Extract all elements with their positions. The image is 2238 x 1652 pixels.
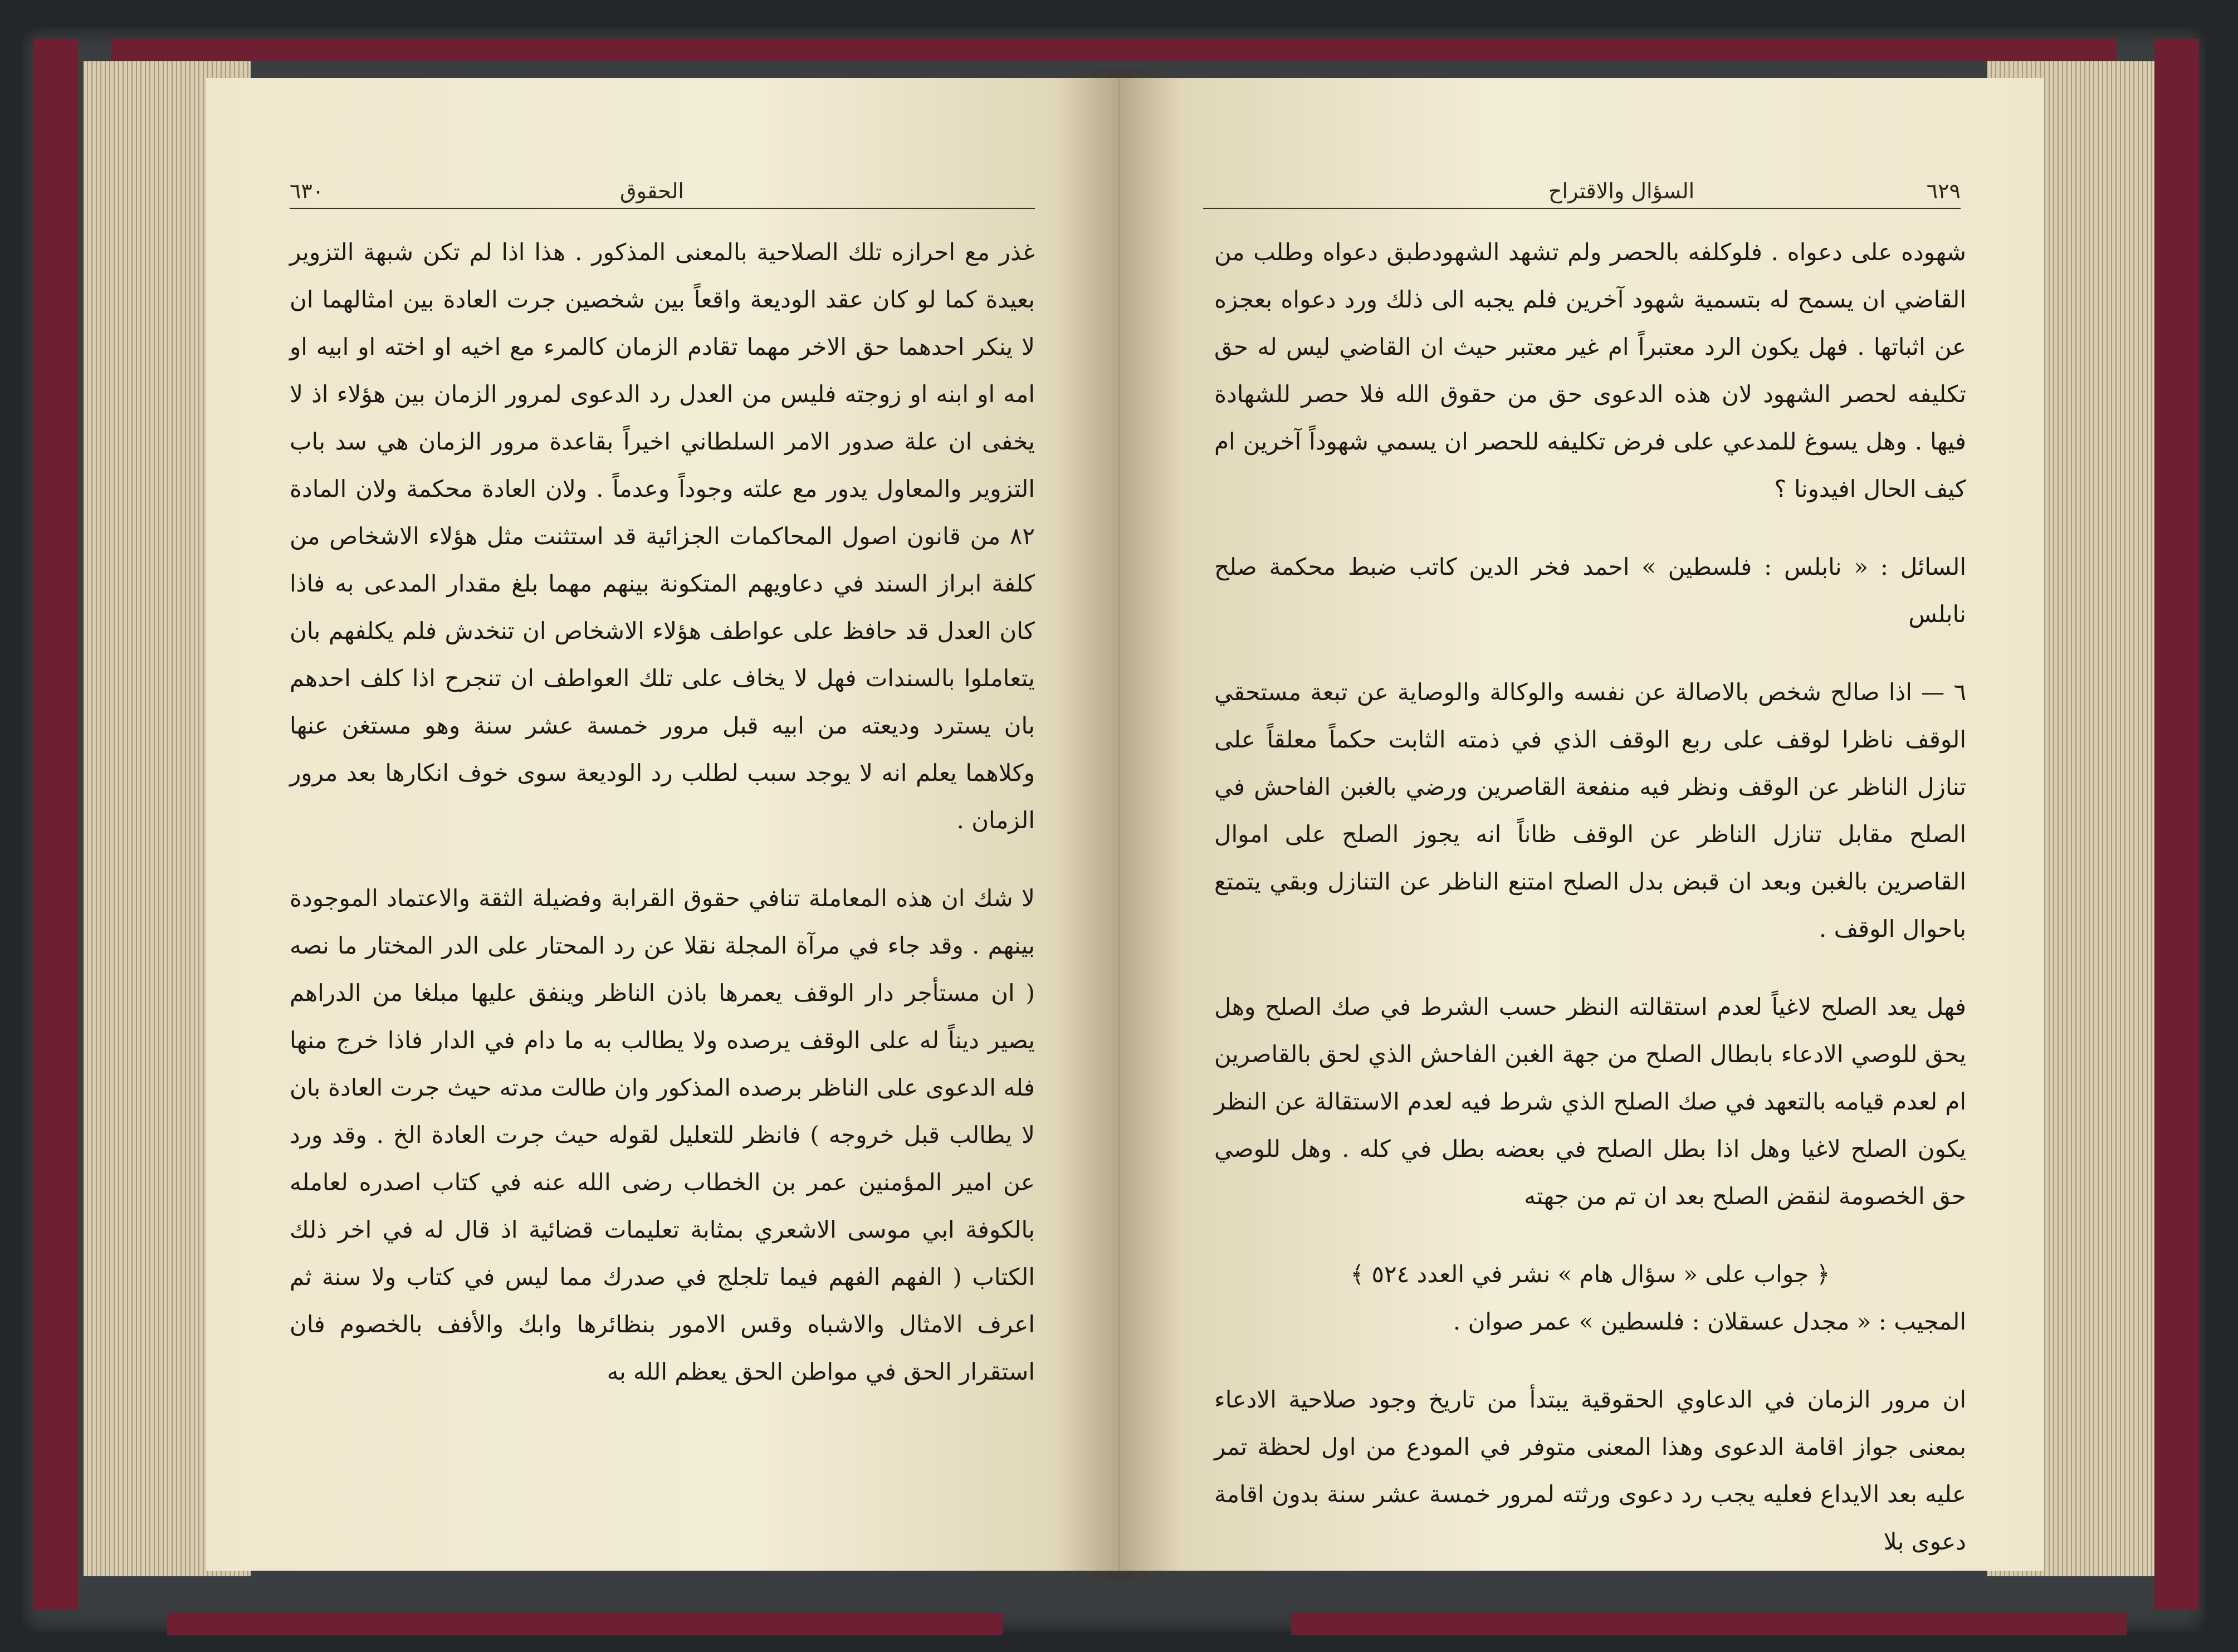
left-running-head: [290, 164, 1035, 209]
right-running-title: السؤال والاقتراح: [1548, 179, 1695, 203]
left-page-number: ٦٣٠: [290, 179, 324, 203]
question-6: ٦ — اذا صالح شخص بالاصالة عن نفسه والوكالة والوصاية عن تبعة مستحقي الوقف ناظرا لوقف على ربع الوقف الذي في ذمته الثابت حكماً معلقاً على تنازل الناظر عن الوقف ونظر فيه منفعة القاصرين ورضي بالغبن الفاحش في الصلح مقابل تنازل الناظر عن الوقف ظاناً انه يجوز الصلح على اموال القاصرين بالغبن وبعد ان قبض بدل الصلح امتنع الناظر عن التنازل وبقي يتمتع باحوال الوقف .: [1214, 678, 1966, 942]
left-paragraph-2: لا شك ان هذه المعاملة تنافي حقوق القرابة وفضيلة الثقة والاعتماد الموجودة بينهم . وقد جاء في مرآة المجلة نقلا عن رد المحتار على الدر المختار ما نصه ( ان مستأجر دار الوقف يعمرها باذن الناظر وينفق عليها مبلغا من الدراهم يصير ديناً له على الوقف يرصده ولا يطالب به ما دام في الدار فاذا خرج منها فله الدعوى على الناظر برصده المذكور وان طالت مدته حيث جرت العادة بان لا يطالب قبل خروجه ) فانظر للتعليل لقوله حيث جرت العادة الخ . وقد ورد عن امير المؤمنين عمر بن الخطاب رضى الله عنه في كتاب اصدره لعامله بالكوفة ابي موسى الاشعري بمثابة تعليمات قضائية اذ قال له في اخر ذلك الكتاب ( الفهم الفهم فيما تلجلج في صدرك مما ليس في كتاب ولا سنة ثم اعرف الامثال والاشباه وقس الامور بنظائرها وابك والأفف بالخصوم فان استقرار الحق في مواطن الحق يعظم الله به: [290, 884, 1035, 1385]
answer-paragraph: ان مرور الزمان في الدعاوي الحقوقية يبتدأ من تاريخ وجود صلاحية الادعاء بمعنى جواز اقامة الدعوى وهذا المعنى متوفر في المودع من اول لحظة تمر عليه بعد الايداع فعليه يجب رد دعوى ورثته لمرور خمسة عشر سنة بدون اقامة دعوى بلا: [1214, 1386, 1966, 1555]
left-page: [206, 78, 1120, 1571]
left-paragraph-1: غذر مع احرازه تلك الصلاحية بالمعنى المذكور . هذا اذا لم تكن شبهة التزوير بعيدة كما لو كان عقد الوديعة واقعاً بين شخصين جرت العادة بين امثالهما ان لا ينكر احدهما حق الاخر مهما تقادم الزمان كالمرء مع اخيه او اخته او ابيه او امه او ابنه او زوجته فليس من العدل رد الدعوى لمرور الزمان بين هؤلاء اذ لا يخفى ان علة صدور الامر السلطاني اخيراً بقاعدة مرور الزمان هي سد باب التزوير والمعاول يدور مع علته وجوداً وعدماً . ولان العادة محكمة ولان المادة ٨٢ من قانون اصول المحاكمات الجزائية قد استثنت مثل هؤلاء الاشخاص من كلفة ابراز السند في دعاويهم المتكونة بينهم مهما بلغ مقدار المدعى به فاذا كان العدل قد حافظ على عواطف هؤلاء الاشخاص ان تنخدش فلم يكلفهم بان يتعاملوا بالسندات فهل لا يخاف على تلك العواطف ان تنجرح اذا كلف احدهم بان يسترد وديعته من ابيه قبل مرور خمسة عشر سنة وهو مستغن عنها وكلاهما يعلم انه لا يوجد سبب لطلب رد الوديعة سوى خوف انكارها بعد مرور الزمان .: [290, 238, 1035, 834]
right-running-head: [1203, 164, 1961, 209]
left-running-title: الحقوق: [619, 179, 684, 203]
left-page-body: [290, 228, 1035, 1395]
right-page-number: ٦٢٩: [1926, 179, 1961, 203]
cover-edge-bottom-right: [1291, 1613, 2127, 1635]
answer-heading: ﴿ جواب على « سؤال هام » نشر في العدد ٥٢٤ ﴾: [1350, 1260, 1830, 1288]
cover-edge-left: [33, 39, 78, 1610]
right-page: [1120, 78, 2044, 1571]
right-paragraph-1: شهوده على دعواه . فلوكلفه بالحصر ولم تشهد الشهودطبق دعواه وطلب من القاضي ان يسمح له بتسمية شهود آخرين فلم يجبه الى ذلك ورد دعواه بعجزه عن اثباتها . فهل يكون الرد معتبراً ام غير معتبر حيث ان القاضي ليس له حق تكليفه لحصر الشهود لان هذه الدعوى حق من حقوق الله فلا حصر للشهادة فيها . وهل يسوغ للمدعي على فرض تكليفه للحصر ان يسمي شهوداً آخرين ام كيف الحال افيدونا ؟: [1214, 238, 1966, 502]
cover-edge-right: [2154, 39, 2199, 1610]
respondent-signature: المجيب : « مجدل عسقلان : فلسطين » عمر صوان .: [1453, 1308, 1966, 1335]
cover-edge-top: [111, 39, 2117, 61]
cover-edge-bottom-left: [167, 1613, 1003, 1635]
questioner-signature: السائل : « نابلس : فلسطين » احمد فخر الدين كاتب ضبط محكمة صلح نابلس: [1214, 553, 1966, 628]
question-6-continued: فهل يعد الصلح لاغياً لعدم استقالته النظر حسب الشرط في صك الصلح وهل يحق للوصي الادعاء بابطال الصلح من جهة الغبن الفاحش الذي لحق بالقاصرين ام لعدم قيامه بالتعهد في صك الصلح الذي شرط فيه لعدم الاستقالة عن النظر يكون الصلح لاغيا وهل اذا بطل الصلح في بعضه بطل في كله . وهل للوصي حق الخصومة لنقض الصلح بعد ان تم من جهته: [1214, 993, 1966, 1210]
right-page-body: [1214, 228, 1966, 1565]
